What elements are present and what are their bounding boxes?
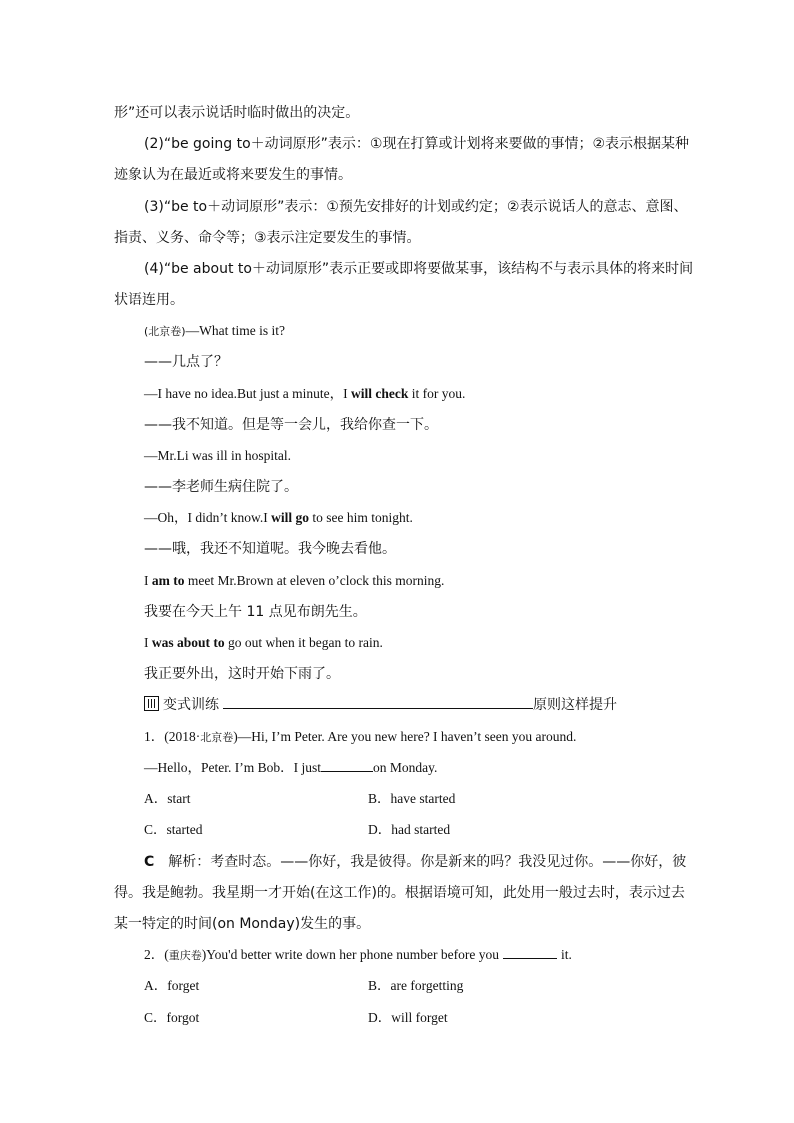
question-1-stem: [144, 727, 576, 748]
option-d: D．will forget: [368, 1010, 448, 1025]
question-text: )—Hi, I’m Peter. Are you new here? I haven’t seen you around.: [233, 729, 577, 744]
question-number: 2．(: [144, 947, 169, 962]
section-marker-icon: [144, 696, 159, 711]
explanation-text: 解析：考查时态。——你好，我是彼得。你是新来的吗？我没见过你。——你好，彼: [168, 854, 687, 870]
question-text: on Monday.: [372, 760, 438, 775]
example-3: —Mr.Li was ill in hospital.: [144, 448, 291, 463]
highlight-text: will go: [271, 510, 310, 525]
highlight-text: will check: [350, 386, 409, 401]
question-number: 1．(2018·: [144, 729, 201, 744]
example-1-translation: ——几点了？: [144, 354, 228, 370]
highlight-text: was about to: [151, 635, 225, 650]
answer-key: C: [144, 854, 155, 870]
example-text: —What time is it?: [185, 323, 285, 338]
option-c: C．forgot: [144, 1010, 200, 1025]
example-5-translation: 我要在今天上午 11 点见布朗先生。: [144, 604, 367, 620]
source-tag: 重庆卷: [168, 949, 202, 962]
option-a: A．start: [144, 791, 191, 806]
example-4: [144, 508, 413, 528]
example-text: —I have no idea.But just a minute，I: [144, 386, 351, 401]
section-header: [144, 695, 617, 715]
section-rule: [223, 696, 533, 709]
rule-3-line-2: 指责、义务、命令等；③表示注定要发生的事情。: [114, 230, 421, 246]
example-text: I: [144, 573, 152, 588]
example-text: it for you.: [408, 386, 466, 401]
answer-blank: [321, 759, 373, 772]
question-1-line-2: [144, 758, 437, 778]
example-1: [144, 321, 285, 342]
example-4-translation: ——哦，我还不知道呢。我今晚去看他。: [144, 541, 396, 557]
option-d: D．had started: [368, 822, 451, 837]
example-text: meet Mr.Brown at eleven o’clock this morning.: [184, 573, 445, 588]
source-tag: (北京卷): [144, 325, 186, 338]
section-label: 变式训练: [163, 697, 219, 713]
example-3-translation: ——李老师生病住院了。: [144, 479, 298, 495]
highlight-text: am to: [151, 573, 185, 588]
question-2-stem: [144, 945, 572, 966]
question-text: —Hello，Peter. I’m Bob．I just: [144, 760, 321, 775]
rule-2-line-2: 迹象认为在最近或将来要发生的事情。: [114, 167, 352, 183]
question-1-explanation-1: [144, 852, 686, 872]
source-tag: 北京卷: [200, 731, 234, 744]
example-2: [144, 384, 465, 404]
option-c: C．started: [144, 822, 203, 837]
question-1-explanation-3: 某一特定的时间(on Monday)发生的事。: [114, 916, 371, 932]
option-b: B．are forgetting: [368, 978, 464, 993]
example-text: I: [144, 635, 152, 650]
option-a: A．forget: [144, 978, 200, 993]
rule-4-line-2: 状语连用。: [114, 292, 184, 308]
question-text: )You'd better write down her phone number before you: [201, 947, 499, 962]
section-subtitle: 原则这样提升: [533, 697, 617, 713]
example-5: [144, 571, 444, 591]
paragraph-continuation: 形”还可以表示说话时临时做出的决定。: [114, 105, 360, 121]
example-text: to see him tonight.: [309, 510, 413, 525]
example-6-translation: 我正要外出，这时开始下雨了。: [144, 666, 340, 682]
question-text: it.: [561, 947, 572, 962]
example-2-translation: ——我不知道。但是等一会儿，我给你查一下。: [144, 417, 438, 433]
example-text: go out when it began to rain.: [224, 635, 383, 650]
answer-blank: [503, 946, 557, 959]
example-text: —Oh，I didn’t know.I: [144, 510, 272, 525]
rule-3-line-1: (3)“be to＋动词原形”表示：①预先安排好的计划或约定；②表示说话人的意志、意图、: [144, 199, 688, 215]
option-b: B．have started: [368, 791, 456, 806]
rule-4-line-1: (4)“be about to＋动词原形”表示正要或即将要做某事，该结构不与表示具体的将来时间: [144, 261, 694, 277]
rule-2-line-1: (2)“be going to＋动词原形”表示：①现在打算或计划将来要做的事情；②表示根据某种: [144, 136, 689, 152]
question-1-explanation-2: 得。我是鲍勃。我星期一才开始(在这工作)的。根据语境可知，此处用一般过去时，表示过去: [114, 885, 685, 901]
example-6: [144, 633, 383, 653]
